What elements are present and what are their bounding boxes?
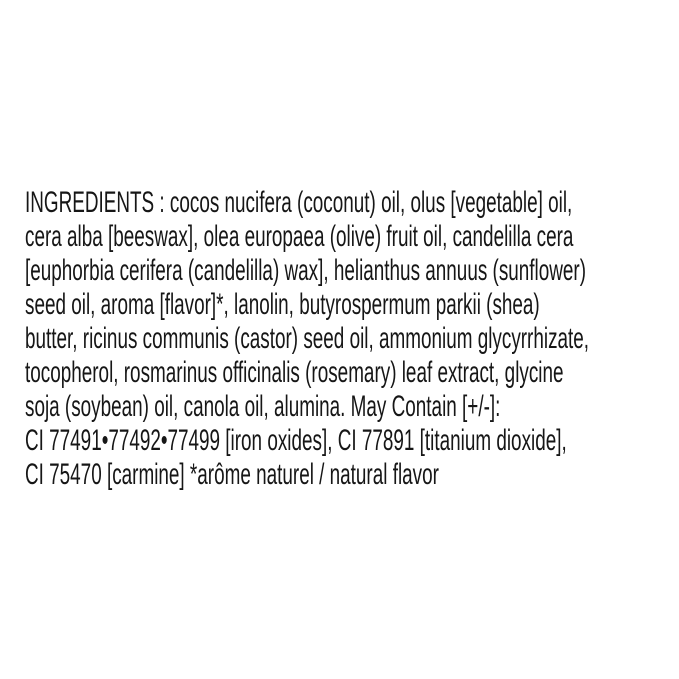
ingredients-text-line: [euphorbia cerifera (candelilla) wax], helianthus annuus (sunflower) — [25, 254, 587, 287]
ingredients-text-line: CI 77491•77492•77499 [iron oxides], CI 77891 [titanium dioxide], — [25, 424, 567, 457]
ingredients-label — [25, 186, 589, 492]
ingredients-text-line: INGREDIENTS : cocos nucifera (coconut) oil, olus [vegetable] oil, — [25, 186, 573, 219]
ingredients-text-line: seed oil, aroma [flavor]*, lanolin, butyrospermum parkii (shea) — [25, 288, 540, 321]
ingredients-text-line: tocopherol, rosmarinus officinalis (rosemary) leaf extract, glycine — [25, 356, 564, 389]
ingredients-text-line: cera alba [beeswax], olea europaea (olive) fruit oil, candelilla cera — [25, 220, 574, 253]
ingredients-text-line: soja (soybean) oil, canola oil, alumina. May Contain [+/-]: — [25, 390, 501, 423]
ingredients-text-line: CI 75470 [carmine] *arôme naturel / natural flavor — [25, 458, 439, 491]
ingredients-text-line: butter, ricinus communis (castor) seed oil, ammonium glycyrrhizate, — [25, 322, 590, 355]
